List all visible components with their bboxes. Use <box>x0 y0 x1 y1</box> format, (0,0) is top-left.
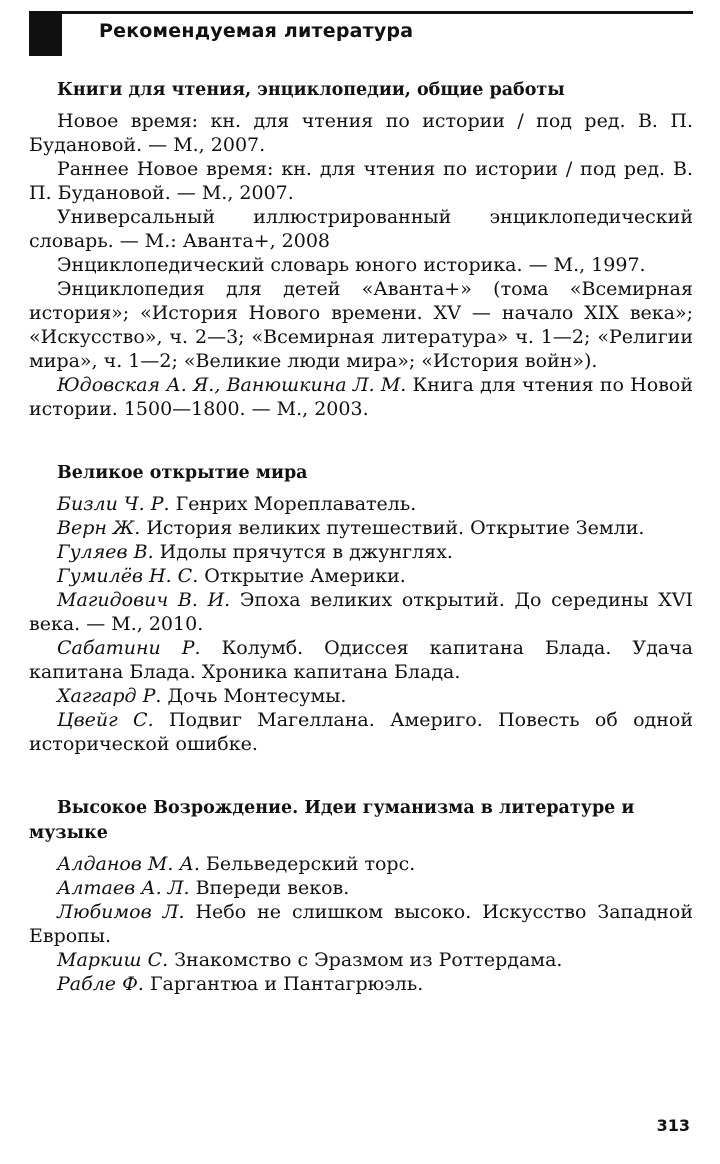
entry-author: Гумилёв Н. С. <box>57 565 199 587</box>
section-title: Высокое Возрождение. Идеи гуманизма в литературе и музыке <box>29 798 635 843</box>
page-header <box>0 0 720 60</box>
bibliography-entry: Раннее Новое время: кн. для чтения по истории / под ред. В. П. Будановой. — М., 2007. <box>29 158 693 204</box>
bibliography-entry: Рабле Ф. Гаргантюа и Пантагрюэль. <box>57 973 424 995</box>
bibliography-entry: Гуляев В. Идолы прячутся в джунглях. <box>57 541 453 563</box>
bibliography-entry: Хаггард Р. Дочь Монтесумы. <box>57 685 347 707</box>
bibliography-entry: Универсальный иллюстрированный энциклопедический словарь. — М.: Аванта+, 2008 <box>29 206 693 252</box>
entry-author: Бизли Ч. Р. <box>57 493 170 515</box>
section-great-discoveries <box>29 461 693 756</box>
bibliography-entry: Верн Ж. История великих путешествий. Открытие Земли. <box>57 517 645 539</box>
section-title: Великое открытие мира <box>57 463 308 483</box>
bibliography-entry: Гумилёв Н. С. Открытие Америки. <box>57 565 406 587</box>
section-reading-books <box>29 78 693 421</box>
header-rule <box>29 11 693 14</box>
bibliography-entry: Цвейг С. Подвиг Магеллана. Америго. Повесть об одной исторической ошибке. <box>29 709 694 755</box>
entry-author: Сабатини Р. <box>57 637 201 659</box>
bibliography-entry: Любимов Л. Небо не слишком высоко. Искусство Западной Европы. <box>29 901 693 947</box>
entry-author: Цвейг С. <box>57 709 154 731</box>
bibliography-entry: Юдовская А. Я., Ванюшкина Л. М. Книга для чтения по Новой истории. 1500—1800. — М., 2003. <box>29 374 693 420</box>
bibliography-entry: Алтаев А. Л. Впереди веков. <box>57 877 350 899</box>
entry-author: Магидович В. И. <box>57 589 231 611</box>
header-title: Рекомендуемая литература <box>99 20 414 42</box>
bibliography-entry: Алданов М. А. Бельведерский торс. <box>57 853 416 875</box>
bibliography-entry: Сабатини Р. Колумб. Одиссея капитана Блада. Удача капитана Блада. Хроника капитана Блада. <box>29 637 693 683</box>
entry-author: Юдовская А. Я., Ванюшкина Л. М. <box>57 374 407 396</box>
bibliography-entry: Энциклопедический словарь юного историка. — М., 1997. <box>57 254 646 276</box>
entry-author: Алданов М. А. <box>57 853 200 875</box>
entry-author: Маркиш С. <box>57 949 169 971</box>
section-high-renaissance <box>29 796 693 996</box>
bibliography-entry: Маркиш С. Знакомство с Эразмом из Роттердама. <box>57 949 563 971</box>
bibliography-entry: Бизли Ч. Р. Генрих Мореплаватель. <box>57 493 417 515</box>
entry-author: Гуляев В. <box>57 541 154 563</box>
entry-author: Любимов Л. <box>57 901 185 923</box>
entry-author: Хаггард Р. <box>57 685 162 707</box>
section-title: Книги для чтения, энциклопедии, общие работы <box>57 80 565 100</box>
page-number: 313 <box>656 1116 690 1135</box>
bibliography-entry: Энциклопедия для детей «Аванта+» (тома «Всемирная история»; «История Нового времени. XV — начало XIX века»; «Искусство», ч. 2—3; «Всемирная литература» ч. 1—2; «Религии мира», ч. 1—2; «Великие люди мира»; «История войн»). <box>29 278 693 372</box>
entry-author: Верн Ж. <box>57 517 141 539</box>
bibliography-content <box>29 78 693 1036</box>
bibliography-entry: Новое время: кн. для чтения по истории / под ред. В. П. Будановой. — М., 2007. <box>29 110 693 156</box>
entry-author: Рабле Ф. <box>57 973 144 995</box>
header-marker-block <box>29 12 62 56</box>
bibliography-entry: Магидович В. И. Эпоха великих открытий. До середины XVI века. — М., 2010. <box>29 589 693 635</box>
entry-author: Алтаев А. Л. <box>57 877 190 899</box>
